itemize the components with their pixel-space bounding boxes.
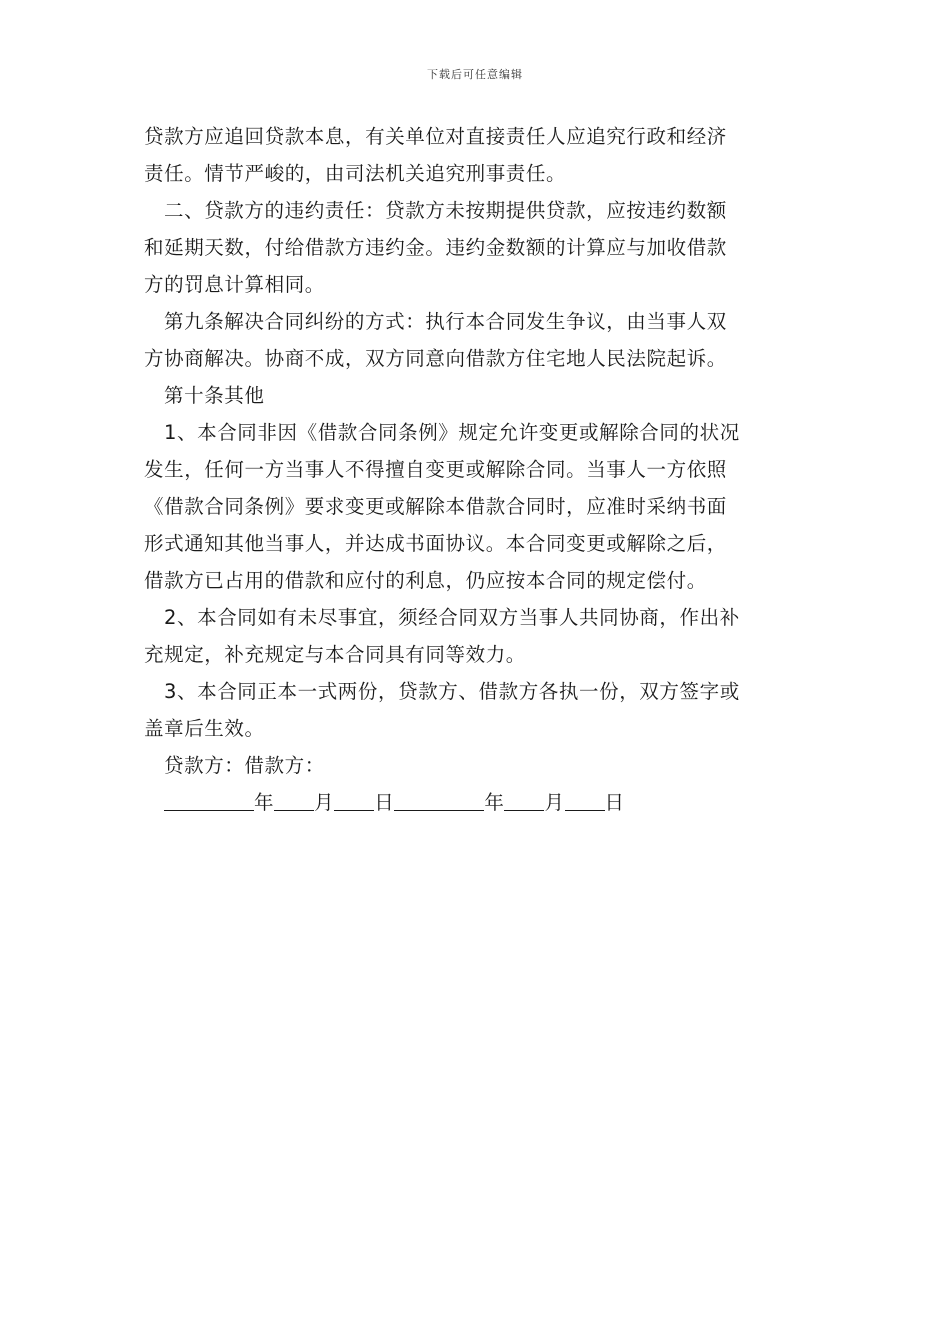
text-line: 盖章后生效。	[144, 717, 265, 740]
year-blank	[394, 788, 484, 811]
day-label: 日	[604, 791, 625, 814]
text-line: 2、本合同如有未尽事宜，须经合同双方当事人共同协商，作出补	[164, 606, 740, 629]
month-label: 月	[544, 791, 565, 814]
year-label: 年	[254, 791, 275, 814]
text-line: 1、本合同非因《借款合同条例》规定允许变更或解除合同的状况	[164, 421, 740, 444]
text-line: 发生，任何一方当事人不得擅自变更或解除合同。当事人一方依照	[144, 458, 727, 481]
month-blank	[274, 788, 314, 811]
day-blank	[334, 788, 374, 811]
document-body	[144, 118, 808, 821]
month-blank	[504, 788, 544, 811]
day-label: 日	[374, 791, 395, 814]
text-line: 借款方已占用的借款和应付的利息，仍应按本合同的规定偿付。	[144, 569, 707, 592]
year-label: 年	[484, 791, 505, 814]
text-line: 二、贷款方的违约责任：贷款方未按期提供贷款，应按违约数额	[164, 199, 727, 222]
text-line: 充规定，补充规定与本合同具有同等效力。	[144, 643, 526, 666]
text-line: 和延期天数，付给借款方违约金。违约金数额的计算应与加收借款	[144, 236, 727, 259]
year-blank	[164, 788, 254, 811]
text-line: 责任。情节严峻的，由司法机关追究刑事责任。	[144, 162, 567, 185]
date-line	[144, 784, 808, 821]
text-line: 《借款合同条例》要求变更或解除本借款合同时，应准时采纳书面	[144, 495, 727, 518]
page-header: 下载后可任意编辑	[427, 68, 523, 81]
text-line: 第九条解决合同纠纷的方式：执行本合同发生争议，由当事人双	[164, 310, 727, 333]
text-line: 方协商解决。协商不成，双方同意向借款方住宅地人民法院起诉。	[144, 347, 727, 370]
signature-parties: 贷款方：借款方：	[164, 754, 325, 777]
text-line: 贷款方应追回贷款本息，有关单位对直接责任人应追究行政和经济	[144, 125, 727, 148]
text-line: 3、本合同正本一式两份，贷款方、借款方各执一份，双方签字或	[164, 680, 740, 703]
month-label: 月	[314, 791, 335, 814]
text-line: 方的罚息计算相同。	[144, 273, 325, 296]
day-blank	[565, 788, 605, 811]
section-heading: 第十条其他	[164, 384, 265, 407]
text-line: 形式通知其他当事人，并达成书面协议。本合同变更或解除之后，	[144, 532, 727, 555]
